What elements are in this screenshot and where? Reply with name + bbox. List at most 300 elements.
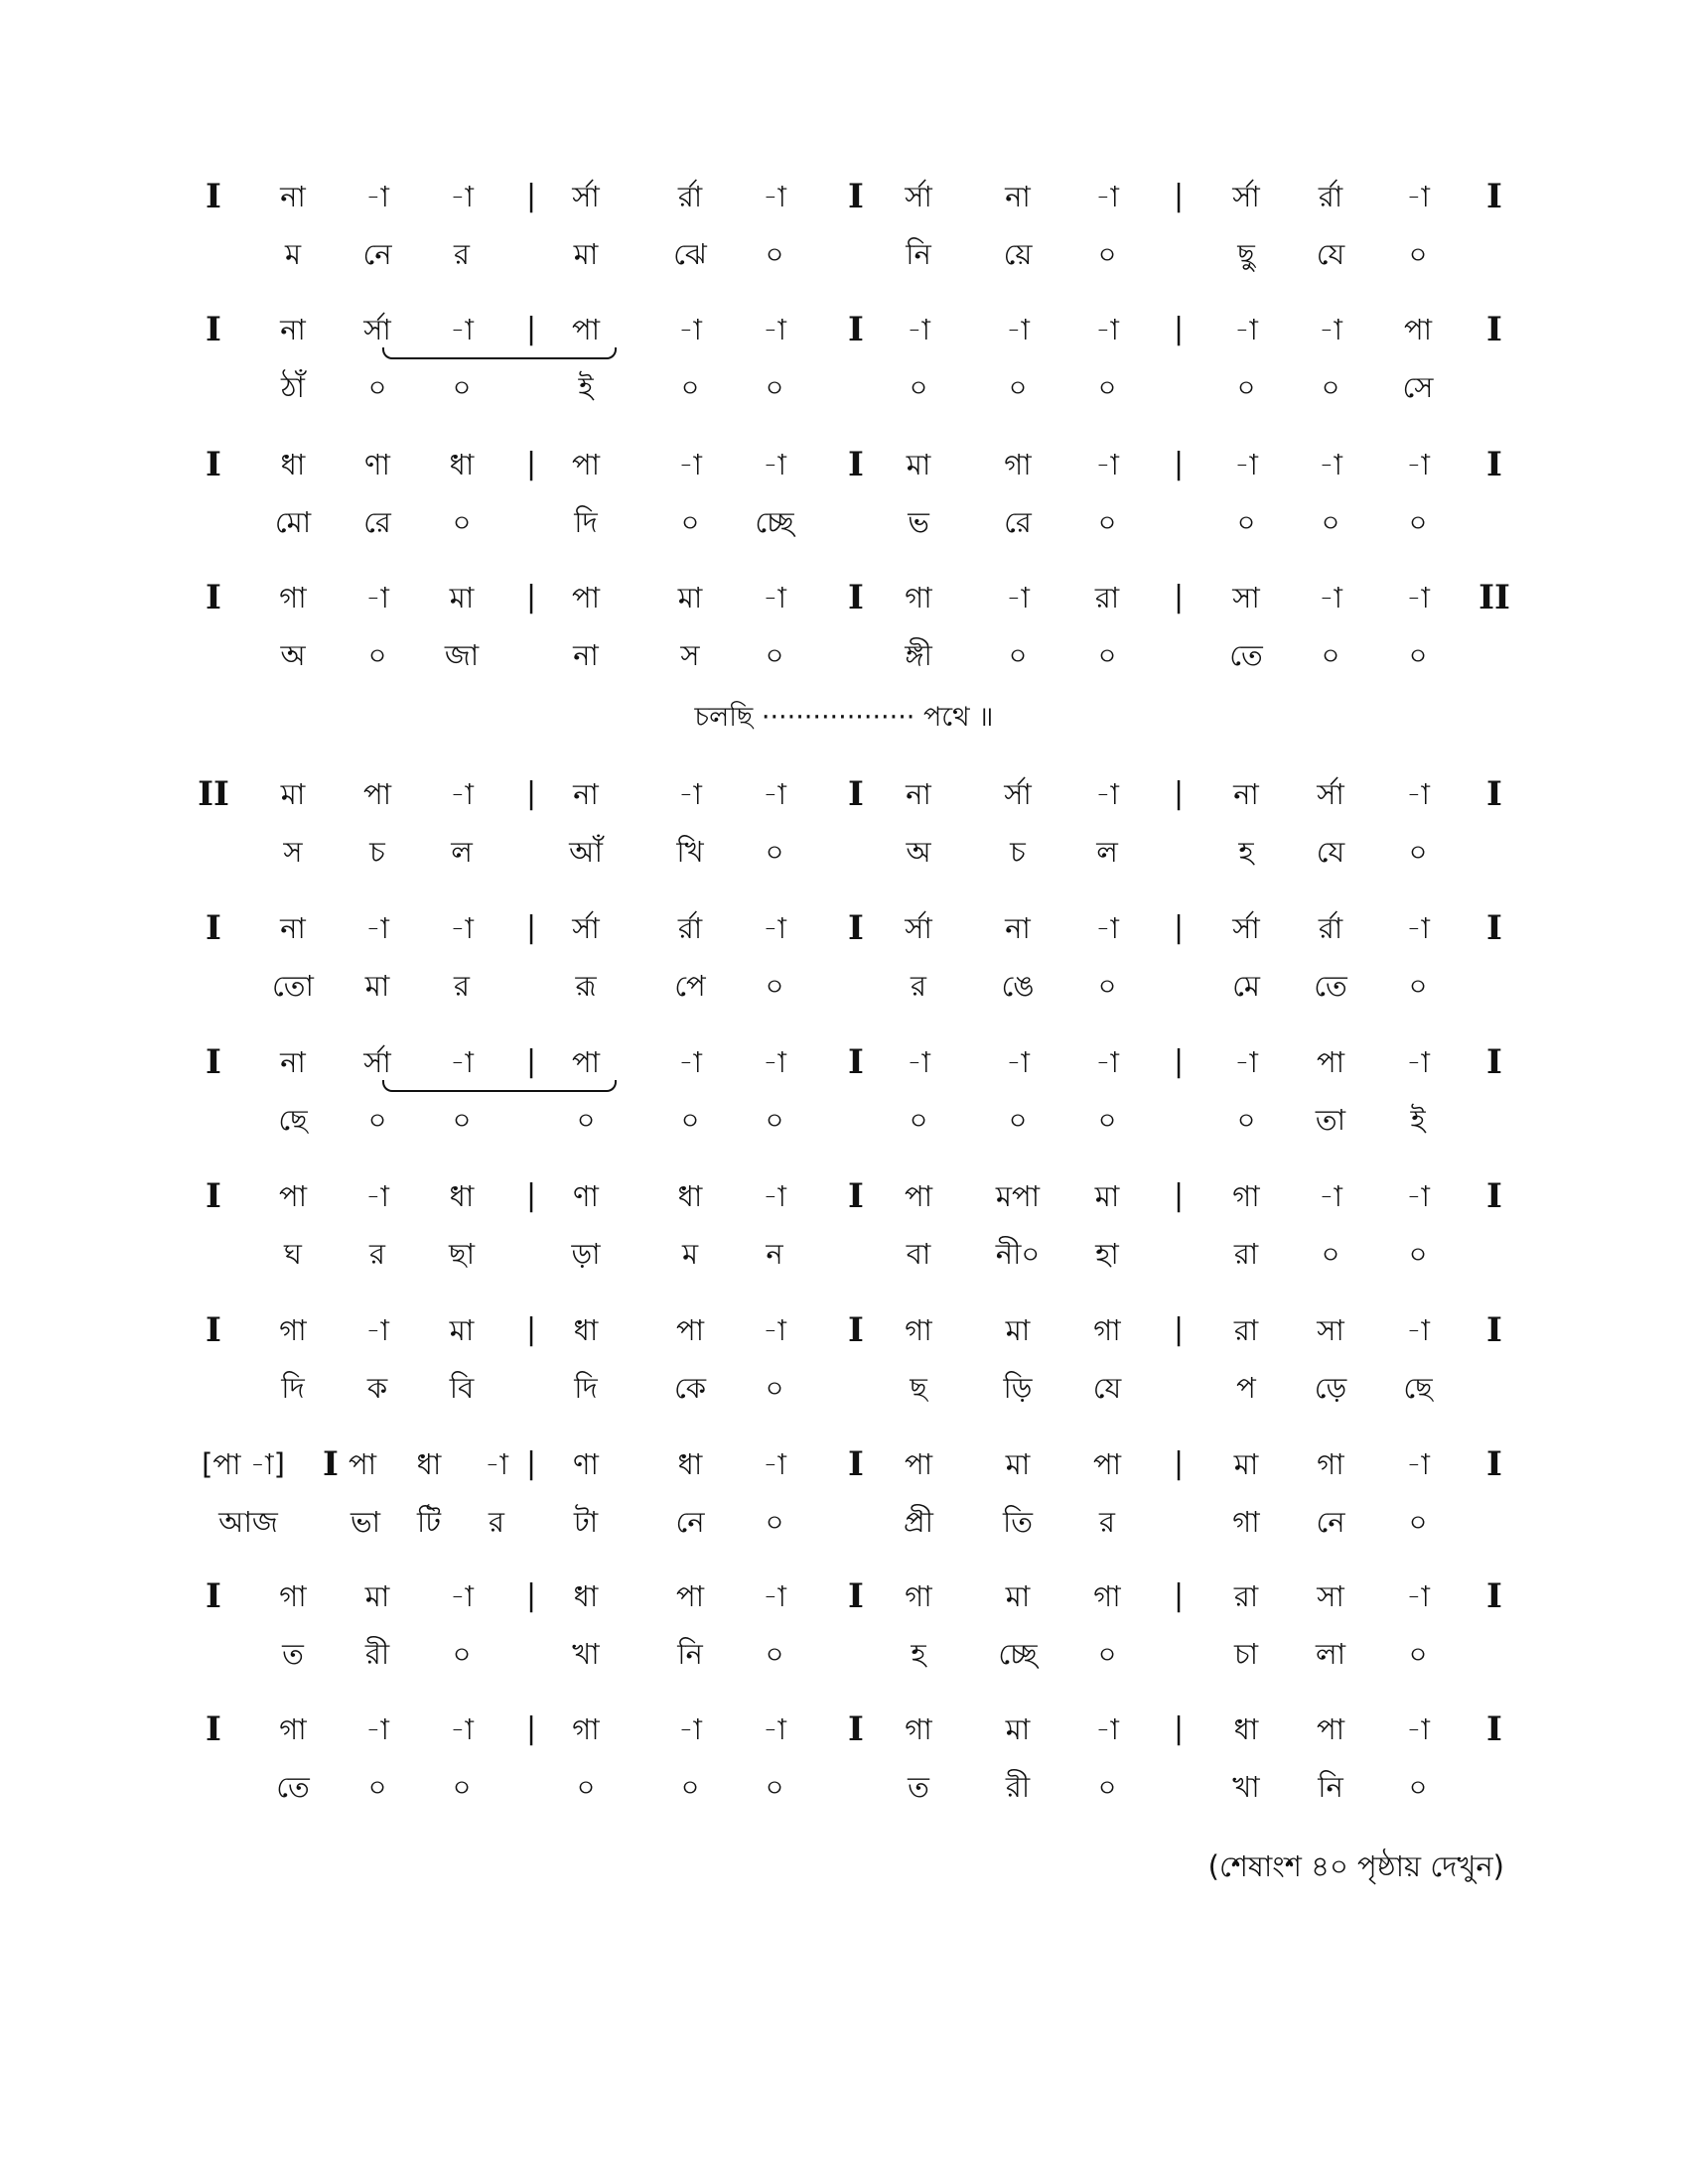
notation-block <box>0 1300 1688 1430</box>
lyric-syllable: ০ <box>576 1103 596 1137</box>
swar-note: র্সা <box>1232 911 1260 945</box>
lyric-syllable: ০ <box>452 370 472 404</box>
swar-note: -া <box>365 1179 389 1213</box>
swar-note: মা <box>364 1579 390 1613</box>
swar-note: মা <box>677 581 703 614</box>
lyric-syllable: মো <box>274 505 312 539</box>
swar-row <box>0 300 1688 359</box>
swar-note: পা <box>1403 313 1433 346</box>
swar-note: -া <box>450 1579 474 1613</box>
lyric-syllable: তে <box>1229 638 1263 672</box>
swar-note: -া <box>450 1045 474 1079</box>
swar-note: সা <box>1232 581 1260 614</box>
lyric-syllable: ক <box>366 1371 388 1405</box>
swar-note: পা <box>348 1447 377 1481</box>
lyric-row <box>0 1492 1688 1552</box>
lyric-syllable: নে <box>362 237 392 271</box>
swar-row <box>0 898 1688 958</box>
lyric-syllable: ০ <box>1321 505 1340 539</box>
swar-note: গা <box>279 1313 307 1347</box>
lyric-syllable: ০ <box>576 1770 596 1804</box>
vibhag-bar: I <box>206 1576 221 1616</box>
lyric-syllable: রে <box>363 505 391 539</box>
lyric-syllable: রা <box>1233 1237 1259 1271</box>
swar-row <box>0 1567 1688 1626</box>
beat-bar: | <box>1173 580 1185 614</box>
lyric-syllable: পে <box>674 969 706 1003</box>
notation-block <box>0 1567 1688 1696</box>
lyric-syllable: ০ <box>1097 638 1117 672</box>
lyric-syllable: বা <box>906 1237 931 1271</box>
lyric-syllable: ০ <box>1408 1505 1428 1539</box>
lyric-syllable: ০ <box>367 638 387 672</box>
prefix-notes: [পা -া] <box>202 1447 285 1481</box>
swar-note: -া <box>763 1045 786 1079</box>
vibhag-bar: II <box>1478 578 1510 617</box>
swar-note: পা <box>904 1179 933 1213</box>
lyric-syllable: প্রী <box>904 1505 933 1539</box>
vibhag-bar: I <box>206 1042 221 1082</box>
beat-bar: | <box>1173 1446 1185 1481</box>
lyric-syllable: ন <box>766 1237 783 1271</box>
lyric-syllable: ০ <box>765 835 784 869</box>
lyric-syllable: ০ <box>765 1505 784 1539</box>
vibhag-bar: I <box>1486 177 1502 216</box>
swar-note: মা <box>449 581 475 614</box>
lyric-syllable: ঝে <box>673 237 707 271</box>
lyric-row <box>0 822 1688 882</box>
swar-row <box>0 1032 1688 1092</box>
lyric-syllable: রে <box>1004 505 1032 539</box>
lyric-syllable: র <box>454 969 470 1003</box>
lyric-syllable: দি <box>281 1371 305 1405</box>
swar-note: ণা <box>364 448 390 481</box>
swar-row <box>0 1434 1688 1494</box>
swar-note: ধা <box>677 1179 703 1213</box>
swar-note: -া <box>678 448 702 481</box>
lyric-syllable: ০ <box>367 1770 387 1804</box>
lyric-syllable: ল <box>451 835 473 869</box>
beat-bar: | <box>525 580 537 614</box>
swar-note: র্সা <box>1232 180 1260 213</box>
swar-note: মা <box>1005 1447 1031 1481</box>
swar-note: গা <box>905 1579 932 1613</box>
lyric-syllable: ০ <box>1097 1103 1117 1137</box>
swar-note: মা <box>1233 1447 1259 1481</box>
beat-bar: | <box>525 1178 537 1213</box>
swar-note: পা <box>675 1313 705 1347</box>
swar-note: ধা <box>573 1313 599 1347</box>
swar-note: -া <box>763 448 786 481</box>
vibhag-bar: I <box>848 1310 864 1350</box>
notation-block <box>0 1032 1688 1161</box>
swar-note: রা <box>1233 1313 1259 1347</box>
lyric-syllable: তি <box>1002 1505 1034 1539</box>
lyric-syllable: ০ <box>1097 1770 1117 1804</box>
swar-note: -া <box>1319 581 1342 614</box>
lyric-syllable: ০ <box>765 1103 784 1137</box>
lyric-syllable: হা <box>1095 1237 1119 1271</box>
swar-note: ণা <box>573 1447 599 1481</box>
swar-note: -া <box>1234 1045 1258 1079</box>
vibhag-bar: I <box>1486 1176 1502 1216</box>
lyric-syllable: রূ <box>575 969 597 1003</box>
lyric-syllable: ঙ্গী <box>905 638 932 672</box>
lyric-row <box>0 1224 1688 1284</box>
swar-note: -া <box>1319 448 1342 481</box>
swar-note: -া <box>1095 911 1119 945</box>
beat-bar: | <box>525 1711 537 1746</box>
lyric-syllable: র <box>454 237 470 271</box>
swar-note: র্সা <box>1317 777 1344 811</box>
lyric-syllable: মে <box>1232 969 1260 1003</box>
lyric-syllable: তে <box>276 1770 310 1804</box>
lyric-syllable: টা <box>573 1505 599 1539</box>
swar-note: রা <box>1233 1579 1259 1613</box>
swar-note: -া <box>763 313 786 346</box>
lyric-syllable: নে <box>675 1505 705 1539</box>
swar-note: -া <box>1095 777 1119 811</box>
swar-note: পা <box>904 1447 933 1481</box>
swar-note: -া <box>763 1447 786 1481</box>
swar-note: গা <box>1004 448 1032 481</box>
lyric-syllable: ০ <box>680 370 700 404</box>
swar-row <box>0 167 1688 226</box>
swar-note: -া <box>1406 1447 1430 1481</box>
lyric-syllable: নে <box>1316 1505 1345 1539</box>
lyric-syllable: ০ <box>1408 969 1428 1003</box>
swar-note: -া <box>1095 313 1119 346</box>
vibhag-bar: I <box>1486 1709 1502 1749</box>
lyric-syllable: চ <box>1010 835 1026 869</box>
swar-note: -া <box>678 1045 702 1079</box>
swar-note: র্সা <box>572 180 600 213</box>
swar-note: -া <box>763 180 786 213</box>
swar-row <box>0 1166 1688 1226</box>
vibhag-bar: I <box>848 445 864 484</box>
vibhag-bar: II <box>198 774 229 814</box>
lyric-syllable: ০ <box>1097 370 1117 404</box>
lyric-syllable: হ <box>1238 835 1254 869</box>
swar-note: র্সা <box>363 313 391 346</box>
lyric-syllable: যে <box>1092 1371 1122 1405</box>
swar-note: -া <box>1406 581 1430 614</box>
swar-note: ধা <box>573 1579 599 1613</box>
vibhag-bar: I <box>1486 908 1502 948</box>
lyric-syllable: ০ <box>1008 1103 1028 1137</box>
lyric-syllable: ০ <box>765 1371 784 1405</box>
lyric-syllable: ০ <box>1321 370 1340 404</box>
swar-note: মা <box>1094 1179 1120 1213</box>
lyric-syllable: ছে <box>278 1103 308 1137</box>
lyric-syllable: খা <box>572 1637 600 1671</box>
beat-bar: | <box>1173 910 1185 945</box>
swar-note: র্সা <box>572 911 600 945</box>
vibhag-bar: I <box>848 310 864 349</box>
lyric-syllable: টি <box>416 1505 442 1539</box>
lyric-syllable: ০ <box>1408 1637 1428 1671</box>
swar-note: -া <box>1406 1313 1430 1347</box>
swar-note: -া <box>1406 1712 1430 1746</box>
swar-note: -া <box>1095 1712 1119 1746</box>
swar-note: -া <box>1406 911 1430 945</box>
lyric-syllable: না <box>573 638 599 672</box>
swar-note: ধা <box>449 1179 475 1213</box>
beat-bar: | <box>525 1312 537 1347</box>
lyric-syllable: নি <box>677 1637 703 1671</box>
swar-note: -া <box>1406 1579 1430 1613</box>
swar-note: -া <box>763 1313 786 1347</box>
lyric-syllable: ০ <box>367 1103 387 1137</box>
swar-note: মা <box>1005 1579 1031 1613</box>
lyric-syllable: ই <box>578 370 594 404</box>
swar-note: -া <box>1319 1179 1342 1213</box>
beat-bar: | <box>525 447 537 481</box>
beat-bar: | <box>525 179 537 213</box>
lyric-row <box>0 956 1688 1016</box>
vibhag-bar: I <box>1486 1444 1502 1484</box>
swar-note: ধা <box>1233 1712 1259 1746</box>
lyric-syllable: ছ <box>910 1371 927 1405</box>
swar-note: -া <box>365 1712 389 1746</box>
lyric-syllable: ০ <box>452 505 472 539</box>
swar-note: র্সা <box>905 180 932 213</box>
beat-bar: | <box>525 312 537 346</box>
vibhag-bar: I <box>848 1176 864 1216</box>
swar-note: ণা <box>573 1179 599 1213</box>
swar-note: র্রা <box>677 180 703 213</box>
lyric-syllable: মা <box>364 969 390 1003</box>
swar-note: না <box>280 1045 306 1079</box>
swar-note: -া <box>763 911 786 945</box>
lyric-syllable: ০ <box>765 969 784 1003</box>
notation-block <box>0 568 1688 697</box>
swar-note: মা <box>1005 1313 1031 1347</box>
lyric-syllable: হ <box>911 1637 926 1671</box>
swar-note: পা <box>571 1045 601 1079</box>
lyric-syllable: ০ <box>1097 237 1117 271</box>
swar-note: -া <box>678 777 702 811</box>
swar-note: মা <box>280 777 306 811</box>
vibhag-bar: I <box>1486 1576 1502 1616</box>
lyric-syllable: ০ <box>1408 237 1428 271</box>
lyric-syllable: রী <box>364 1637 390 1671</box>
lyric-syllable: ঠাঁ <box>281 370 305 404</box>
beat-bar: | <box>1173 447 1185 481</box>
vibhag-bar: I <box>848 1709 864 1749</box>
swar-note: গা <box>905 581 932 614</box>
lyric-row <box>0 1624 1688 1684</box>
lyric-syllable: র <box>369 1237 385 1271</box>
swar-note: সা <box>1317 1579 1344 1613</box>
beat-bar: | <box>1173 1178 1185 1213</box>
beat-bar: | <box>1173 179 1185 213</box>
lyric-syllable: ভা <box>350 1505 381 1539</box>
lyric-syllable: খি <box>676 835 704 869</box>
swar-note: ধা <box>677 1447 703 1481</box>
beat-bar: | <box>525 776 537 811</box>
beat-bar: | <box>1173 1711 1185 1746</box>
swar-note: ধা <box>416 1447 442 1481</box>
swar-note: না <box>280 313 306 346</box>
swar-note: -া <box>450 911 474 945</box>
lyric-syllable: ০ <box>1408 835 1428 869</box>
vibhag-bar: I <box>206 310 221 349</box>
lyric-syllable: ০ <box>452 1637 472 1671</box>
swar-note: -া <box>1319 313 1342 346</box>
swar-note: র্রা <box>1318 911 1343 945</box>
swar-note: -া <box>450 777 474 811</box>
swar-note: -া <box>450 180 474 213</box>
lyric-syllable: দি <box>574 1371 598 1405</box>
lyric-syllable: ০ <box>680 1103 700 1137</box>
swar-note: -া <box>763 581 786 614</box>
lyric-syllable: ০ <box>1008 370 1028 404</box>
swar-note: ধা <box>280 448 306 481</box>
lyric-syllable: ০ <box>765 370 784 404</box>
swar-note: -া <box>1406 777 1430 811</box>
lyric-syllable: ০ <box>1236 1103 1256 1137</box>
swar-note: -া <box>365 1313 389 1347</box>
swar-note: র্রা <box>677 911 703 945</box>
notation-block <box>0 764 1688 893</box>
swar-note: না <box>1005 180 1031 213</box>
swar-note: -া <box>450 1712 474 1746</box>
swar-note: পা <box>571 448 601 481</box>
lyric-syllable: য়ে <box>1003 237 1033 271</box>
lyric-row <box>0 1757 1688 1817</box>
lyric-syllable: খা <box>1232 1770 1260 1804</box>
beat-bar: | <box>525 1044 537 1079</box>
lyric-syllable: চ <box>369 835 385 869</box>
lyric-syllable: জা <box>444 638 480 672</box>
swar-note: -া <box>763 777 786 811</box>
vibhag-bar: I <box>848 1576 864 1616</box>
lyric-syllable: চ্ছে <box>755 505 794 539</box>
vibhag-bar: I <box>206 445 221 484</box>
swar-note: গা <box>1093 1313 1121 1347</box>
lyric-syllable: রী <box>1005 1770 1031 1804</box>
vibhag-bar: I <box>206 177 221 216</box>
swar-note: না <box>1005 911 1031 945</box>
lyric-syllable: ০ <box>1321 638 1340 672</box>
swar-note: র্সা <box>363 1045 391 1079</box>
lyric-syllable: চ্ছে <box>998 1637 1038 1671</box>
vibhag-bar: I <box>848 177 864 216</box>
swar-note: -া <box>365 180 389 213</box>
vibhag-bar: I <box>1486 1310 1502 1350</box>
swar-note: মা <box>906 448 931 481</box>
swar-note: -া <box>365 581 389 614</box>
lyric-syllable: আঁ <box>569 835 603 869</box>
swar-note: -া <box>1006 581 1030 614</box>
swar-note: -া <box>1006 1045 1030 1079</box>
vibhag-bar: I <box>206 1176 221 1216</box>
slur-mark <box>382 1080 617 1092</box>
swar-note: পা <box>675 1579 705 1613</box>
swar-note: পা <box>571 581 601 614</box>
lyric-syllable: ০ <box>765 1770 784 1804</box>
swar-note: -া <box>763 1579 786 1613</box>
notation-block <box>0 1166 1688 1296</box>
swar-note: -া <box>1406 1179 1430 1213</box>
swar-note: গা <box>905 1712 932 1746</box>
lyric-syllable: ম <box>681 1237 699 1271</box>
lyric-syllable: ০ <box>680 505 700 539</box>
lyric-syllable: ০ <box>452 1770 472 1804</box>
swar-note: -া <box>907 1045 930 1079</box>
notation-block <box>0 435 1688 564</box>
lyric-syllable: ০ <box>1097 505 1117 539</box>
beat-bar: | <box>1173 312 1185 346</box>
swar-note: গা <box>279 581 307 614</box>
lyric-syllable: ঘ <box>284 1237 302 1271</box>
vibhag-bar: I <box>323 1444 339 1484</box>
swar-note: গা <box>1093 1579 1121 1613</box>
lyric-syllable: নি <box>906 237 931 271</box>
lyric-syllable: যে <box>1316 835 1345 869</box>
vibhag-bar: I <box>1486 310 1502 349</box>
lyric-row <box>0 1358 1688 1418</box>
lyric-syllable: ০ <box>1097 1637 1117 1671</box>
beat-bar: | <box>1173 1578 1185 1613</box>
notation-block <box>0 1700 1688 1829</box>
swar-note: পা <box>1092 1447 1122 1481</box>
swar-note: না <box>573 777 599 811</box>
lyric-syllable: ০ <box>1236 370 1256 404</box>
swar-note: -া <box>1095 1045 1119 1079</box>
lyric-syllable: ০ <box>765 237 784 271</box>
beat-bar: | <box>525 1578 537 1613</box>
lyric-syllable: চা <box>1233 1637 1259 1671</box>
lyric-syllable: র <box>489 1505 504 1539</box>
lyric-syllable: ০ <box>1321 1237 1340 1271</box>
swar-note: পা <box>1316 1712 1345 1746</box>
lyric-syllable: ০ <box>1408 1237 1428 1271</box>
lyric-syllable: ০ <box>909 370 928 404</box>
notation-block <box>0 167 1688 296</box>
swar-note: না <box>906 777 931 811</box>
lyric-syllable: ছে <box>1403 1371 1433 1405</box>
swar-note: -া <box>1406 180 1430 213</box>
lyric-syllable: ০ <box>765 638 784 672</box>
lyric-syllable: ত <box>908 1770 929 1804</box>
lyric-syllable: স <box>283 835 303 869</box>
swar-note: -া <box>907 313 930 346</box>
lyric-syllable: অ <box>906 835 931 869</box>
swar-note: গা <box>572 1712 600 1746</box>
lyric-syllable: সে <box>1402 370 1434 404</box>
beat-bar: | <box>1173 1312 1185 1347</box>
vibhag-bar: I <box>1486 445 1502 484</box>
swar-row <box>0 764 1688 824</box>
lyric-syllable: ঙে <box>1001 969 1035 1003</box>
lyric-syllable: নি <box>1318 1770 1343 1804</box>
swar-note: -া <box>678 313 702 346</box>
lyric-syllable: অ <box>280 638 306 672</box>
swar-note: -া <box>1095 180 1119 213</box>
swar-note: র্রা <box>1318 180 1343 213</box>
swar-note: -া <box>763 1179 786 1213</box>
swar-row <box>0 435 1688 494</box>
lyric-syllable: ০ <box>1008 638 1028 672</box>
prefix-lyric: আজ <box>218 1505 278 1539</box>
lyric-syllable: গা <box>1232 1505 1260 1539</box>
vibhag-bar: I <box>848 1042 864 1082</box>
swar-note: সা <box>1317 1313 1344 1347</box>
lyric-syllable: ছু <box>1237 237 1255 271</box>
swar-note: র্সা <box>1004 777 1032 811</box>
